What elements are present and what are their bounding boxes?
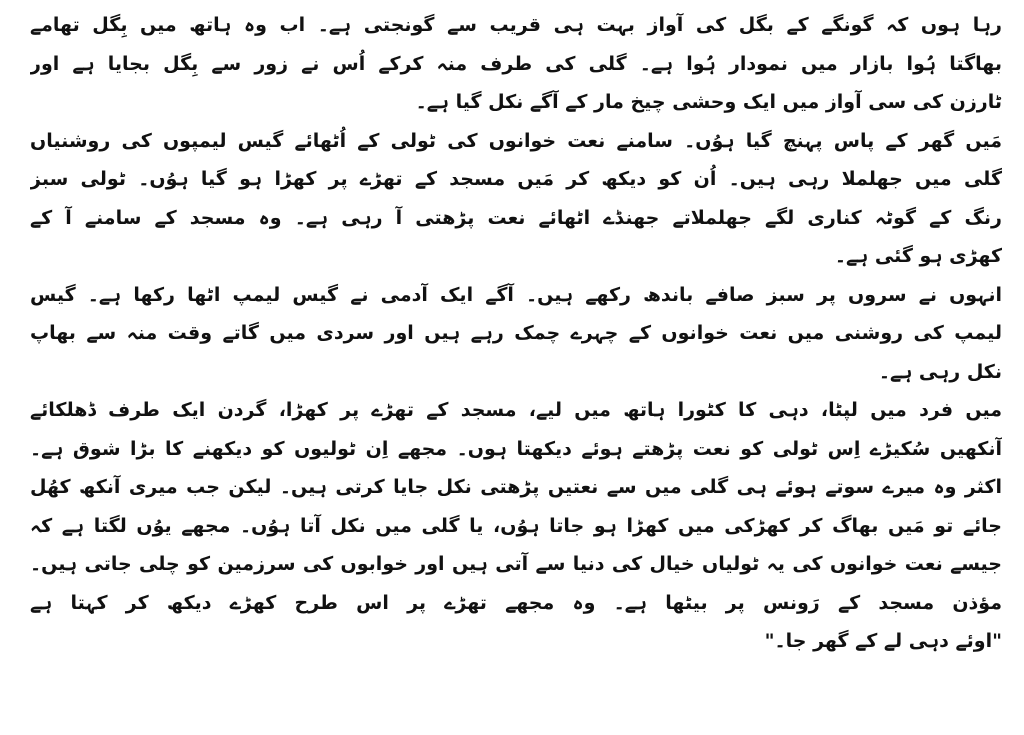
text-line: جائے تو مَیں بھاگ کر کھڑکی میں کھڑا ہو جاتا ہوُں، یا گلی میں نکل آتا ہوُں۔ مجھے یوُں لگتا ہے کہ (30, 514, 1002, 537)
text-line: آنکھیں سُکیڑے اِس ٹولی کو نعت پڑھتے ہوئے دیکھتا ہوں۔ مجھے اِن ٹولیوں کو دیکھنے کا بڑا شوق ہے۔ (30, 437, 1002, 460)
text-line: اکثر وہ میرے سوتے ہوئے ہی گلی میں سے نعتیں پڑھتی نکل جایا کرتی ہیں۔ لیکن جب میری آنکھ کھُل (30, 476, 1002, 498)
text-line: کھڑی ہو گئی ہے۔ (834, 245, 1002, 267)
text-line: مؤذن مسجد کے رَونس پر بیٹھا ہے۔ وہ مجھے تھڑے پر اس طرح کھڑے دیکھ کر کہتا ہے (30, 591, 1002, 614)
text-line: گلی میں جھلملا رہی ہیں۔ اُن کو دیکھ کر مَیں مسجد کے تھڑے پر کھڑا ہو گیا ہوُں۔ ٹولی سبز (30, 168, 1002, 190)
text-line: لیمپ کی روشنی میں نعت خوانوں کے چہرے چمک رہے ہیں اور سردی میں گاتے وقت منہ سے بھاپ (30, 322, 1002, 344)
urdu-text-block (30, 6, 1002, 661)
text-line: بھاگتا ہُوا بازار میں نمودار ہُوا ہے۔ گلی کی طرف منہ کرکے اُس نے زور سے بِگل بجایا ہے اور (30, 52, 1002, 75)
text-line: نکل رہی ہے۔ (878, 360, 1002, 383)
text-line: جیسے نعت خوانوں کی یہ ٹولیاں خیال کی دنیا سے آتی ہیں اور خوابوں کی سرزمین کو چلی جاتی ہیں۔ (30, 553, 1002, 575)
text-line: "اوئے دہی لے کے گھر جا۔" (764, 630, 1002, 652)
text-line: ٹارزن کی سی آواز میں ایک وحشی چیخ مار کے آگے نکل گیا ہے۔ (415, 91, 1002, 113)
text-line: رنگ کے گوٹہ کناری لگے جھلملاتے جھنڈے اٹھائے نعت پڑھتی آ رہی ہے۔ وہ مسجد کے سامنے آ کے (30, 206, 1002, 229)
text-line: رہا ہوں کہ گونگے کے بگل کی آواز بہت ہی قریب سے گونجتی ہے۔ اب وہ ہاتھ میں بِگل تھامے (30, 14, 1002, 36)
text-line: انہوں نے سروں پر سبز صافے باندھ رکھے ہیں۔ آگے ایک آدمی نے گیس لیمپ اٹھا رکھا ہے۔ گیس (30, 283, 1002, 306)
text-line: مَیں گھر کے پاس پہنچ گیا ہوُں۔ سامنے نعت خوانوں کی ٹولی کے اُٹھائے گیس لیمپوں کی روشنیاں (30, 129, 1002, 152)
text-line: میں فرد میں لپٹا، دہی کا کٹورا ہاتھ میں لیے، مسجد کے تھڑے پر کھڑا، گردن ایک طرف ڈھلکائے (30, 399, 1002, 421)
